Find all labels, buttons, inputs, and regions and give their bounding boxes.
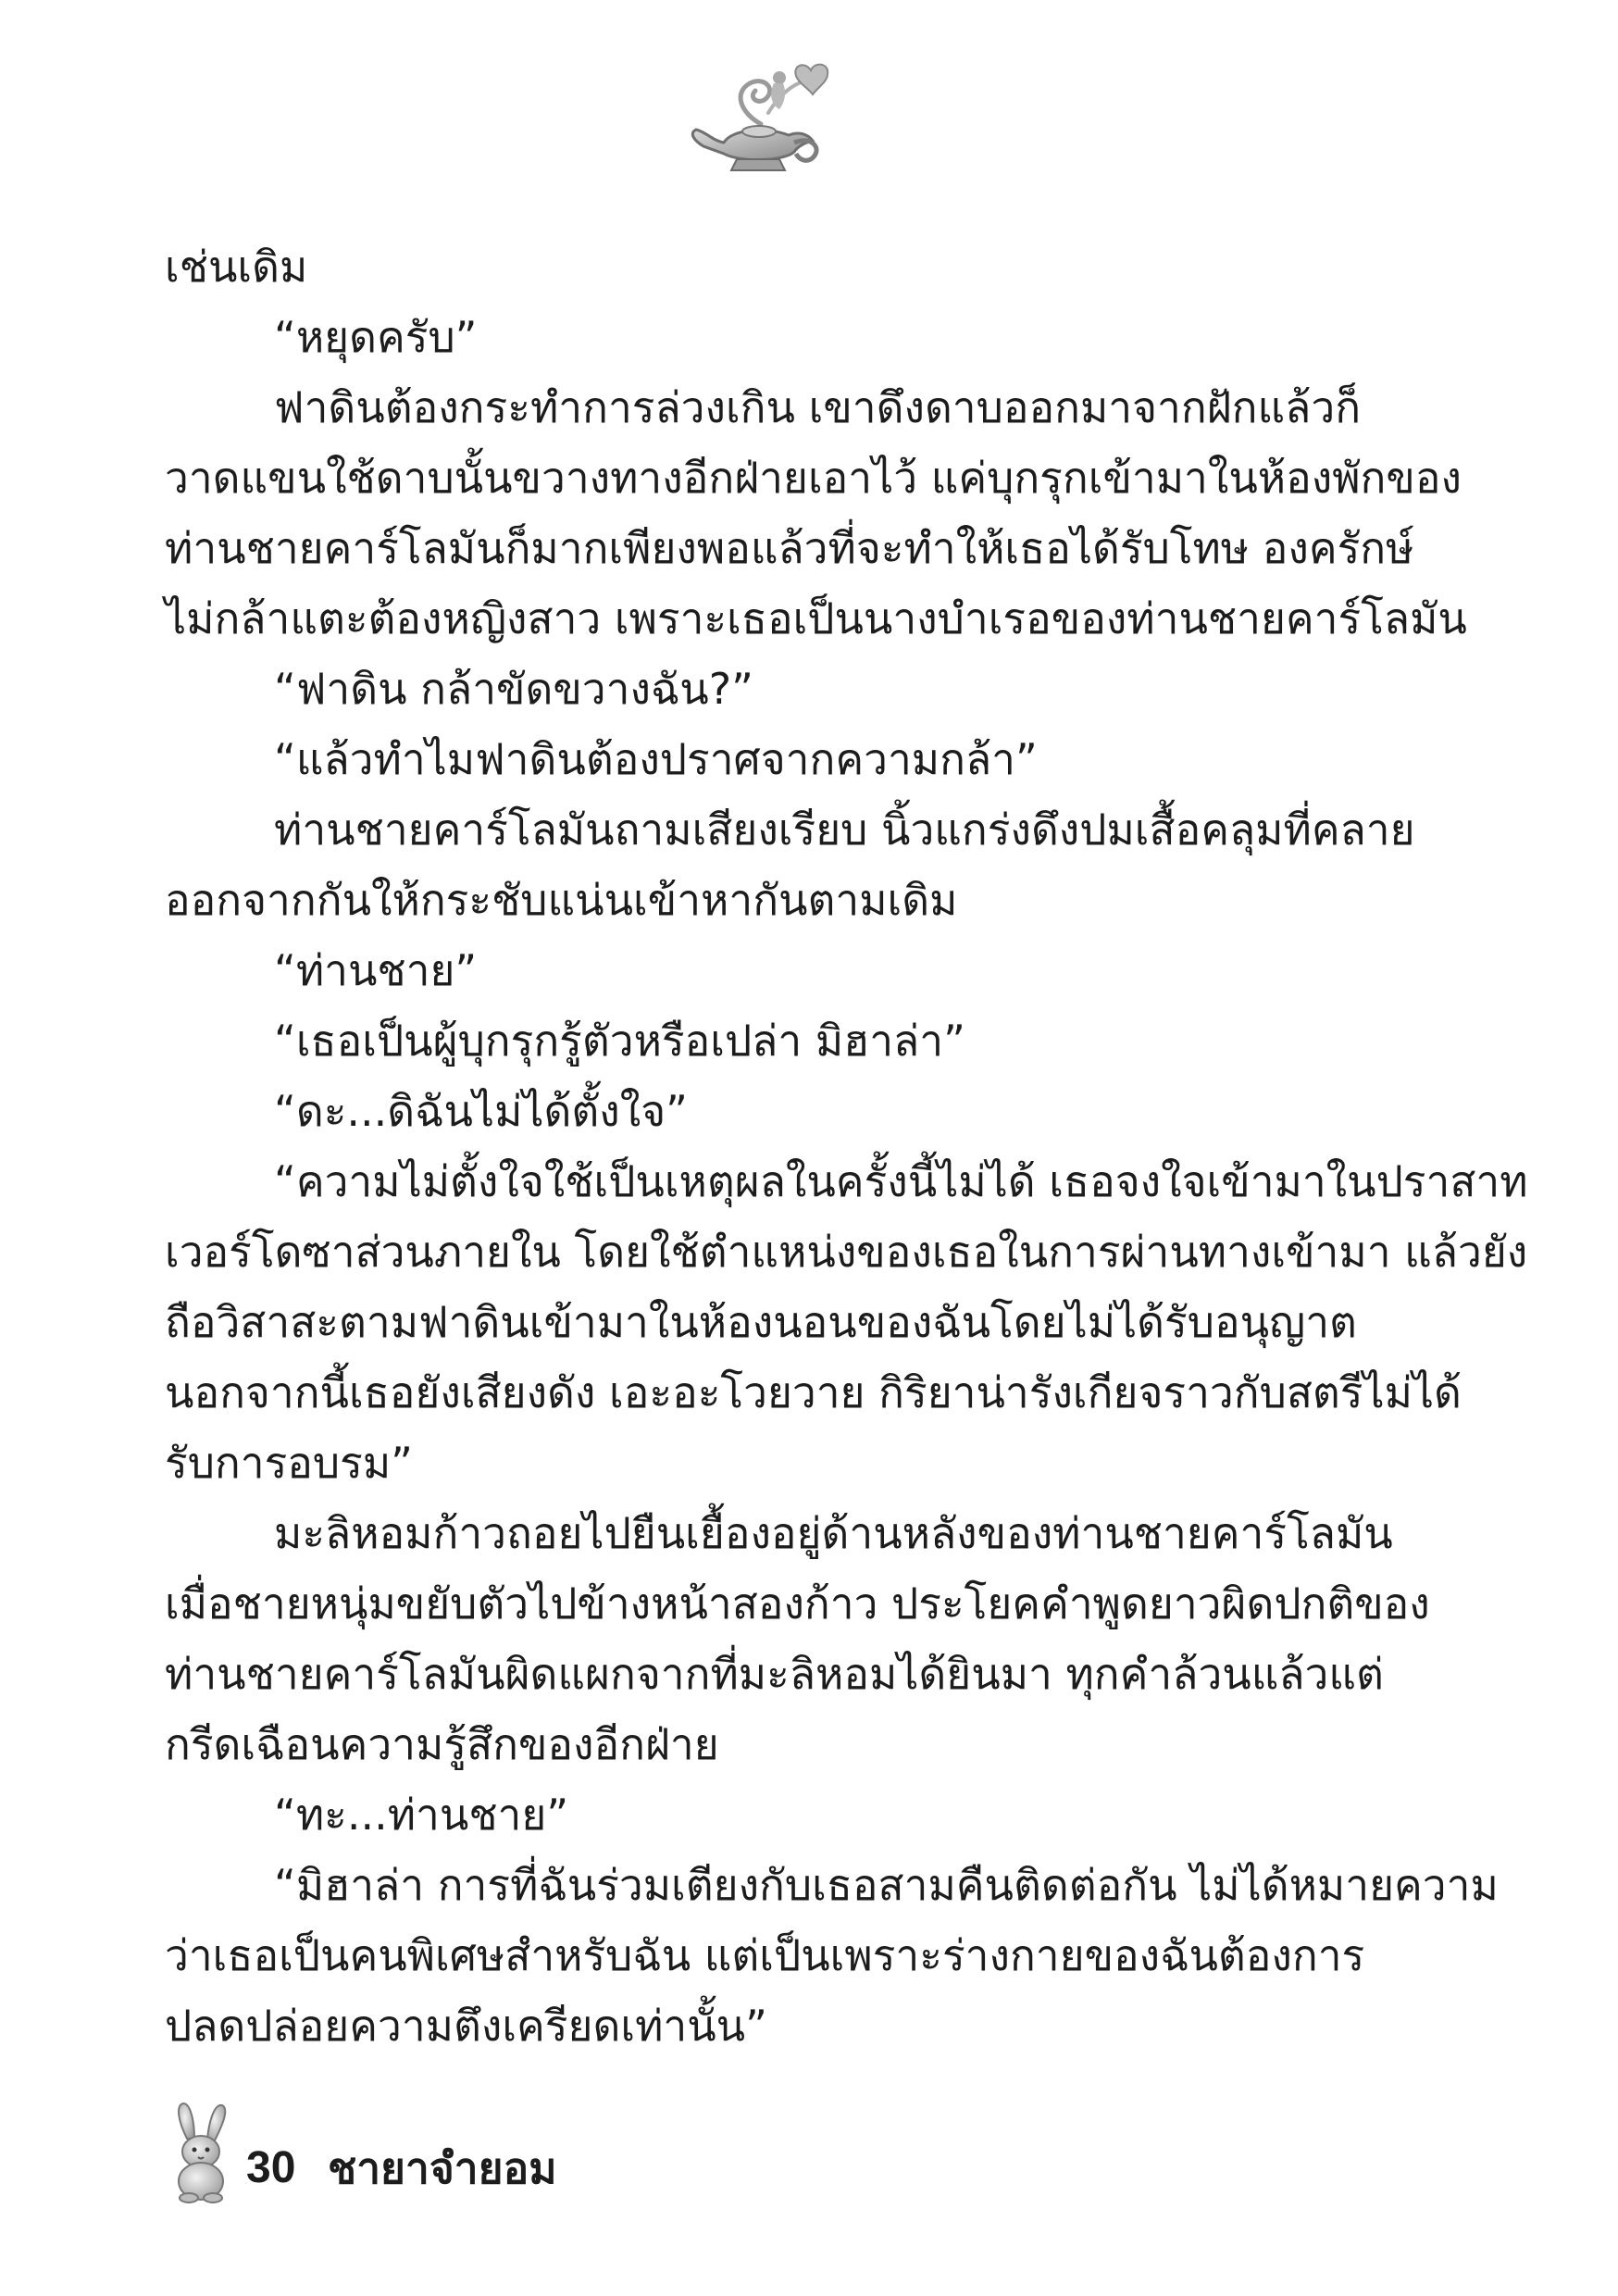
- text-line: “ดะ...ดิฉันไม่ได้ตั้งใจ”: [274, 1086, 688, 1136]
- book-title: ชายาจำยอม: [328, 2143, 557, 2193]
- page-footer: [165, 2102, 720, 2203]
- text-line: ว่าเธอเป็นคนพิเศษสำหรับฉัน แต่เป็นเพราะร่างกายของฉันต้องการ: [165, 1930, 1365, 1980]
- text-line: ฟาดินต้องกระทำการล่วงเกิน เขาดึงดาบออกมาจากฝักแล้วก็: [274, 382, 1362, 432]
- text-line: “ฟาดิน กล้าขัดขวางฉัน?”: [274, 664, 753, 714]
- page-number: 30: [246, 2143, 296, 2192]
- text-line: รับการอบรม”: [165, 1438, 413, 1488]
- text-line: ท่านชายคาร์โลมันก็มากเพียงพอแล้วที่จะทำให้เธอได้รับโทษ องครักษ์: [165, 523, 1414, 573]
- text-line: วาดแขนใช้ดาบนั้นขวางทางอีกฝ่ายเอาไว้ แค่บุกรุกเข้ามาในห้องพักของ: [165, 453, 1462, 503]
- text-line: “ทะ...ท่านชาย”: [274, 1790, 569, 1840]
- text-line: นอกจากนี้เธอยังเสียงดัง เอะอะโวยวาย กิริยาน่ารังเกียจราวกับสตรีไม่ได้: [165, 1367, 1462, 1417]
- text-line: “หยุดครับ”: [274, 312, 478, 362]
- text-line: เวอร์โดซาส่วนภายใน โดยใช้ตำแหน่งของเธอในการผ่านทางเข้ามา แล้วยัง: [165, 1227, 1528, 1277]
- text-line: เมื่อชายหนุ่มขยับตัวไปข้างหน้าสองก้าว ประโยคคำพูดยาวผิดปกติของ: [165, 1578, 1430, 1628]
- text-line: ท่านชายคาร์โลมันถามเสียงเรียบ นิ้วแกร่งดึงปมเสื้อคลุมที่คลาย: [274, 805, 1415, 855]
- text-line: ปลดปล่อยความตึงเครียดเท่านั้น”: [165, 2001, 767, 2051]
- text-line: มะลิหอมก้าวถอยไปยืนเยื้องอยู่ด้านหลังของท่านชายคาร์โลมัน: [274, 1508, 1393, 1558]
- text-line: “แล้วทำไมฟาดินต้องปราศจากความกล้า”: [274, 734, 1038, 784]
- text-line: ถือวิสาสะตามฟาดินเข้ามาในห้องนอนของฉันโดยไม่ได้รับอนุญาต: [165, 1297, 1357, 1347]
- text-line: “เธอเป็นผู้บุกรุกรู้ตัวหรือเปล่า มิฮาล่า”: [274, 1016, 965, 1066]
- text-line: ออกจากกันให้กระชับแน่นเข้าหากันตามเดิม: [165, 875, 958, 925]
- text-line: “มิฮาล่า การที่ฉันร่วมเตียงกับเธอสามคืนติดต่อกัน ไม่ได้หมายความ: [274, 1860, 1499, 1910]
- rabbit-icon: [165, 2102, 237, 2203]
- text-line: ท่านชายคาร์โลมันผิดแผกจากที่มะลิหอมได้ยินมา ทุกคำล้วนแล้วแต่: [165, 1649, 1384, 1699]
- text-line: “ความไม่ตั้งใจใช้เป็นเหตุผลในครั้งนี้ไม่ได้ เธอจงใจเข้ามาในปราสาท: [274, 1156, 1528, 1206]
- genie-lamp-icon: [676, 57, 842, 178]
- text-line: เช่นเดิม: [165, 242, 308, 292]
- story-text: [165, 231, 1528, 2061]
- text-line: “ท่านชาย”: [274, 945, 478, 995]
- text-line: ไม่กล้าแตะต้องหญิงสาว เพราะเธอเป็นนางบำเรอของท่านชายคาร์โลมัน: [165, 593, 1467, 643]
- text-line: กรีดเฉือนความรู้สึกของอีกฝ่าย: [165, 1719, 719, 1769]
